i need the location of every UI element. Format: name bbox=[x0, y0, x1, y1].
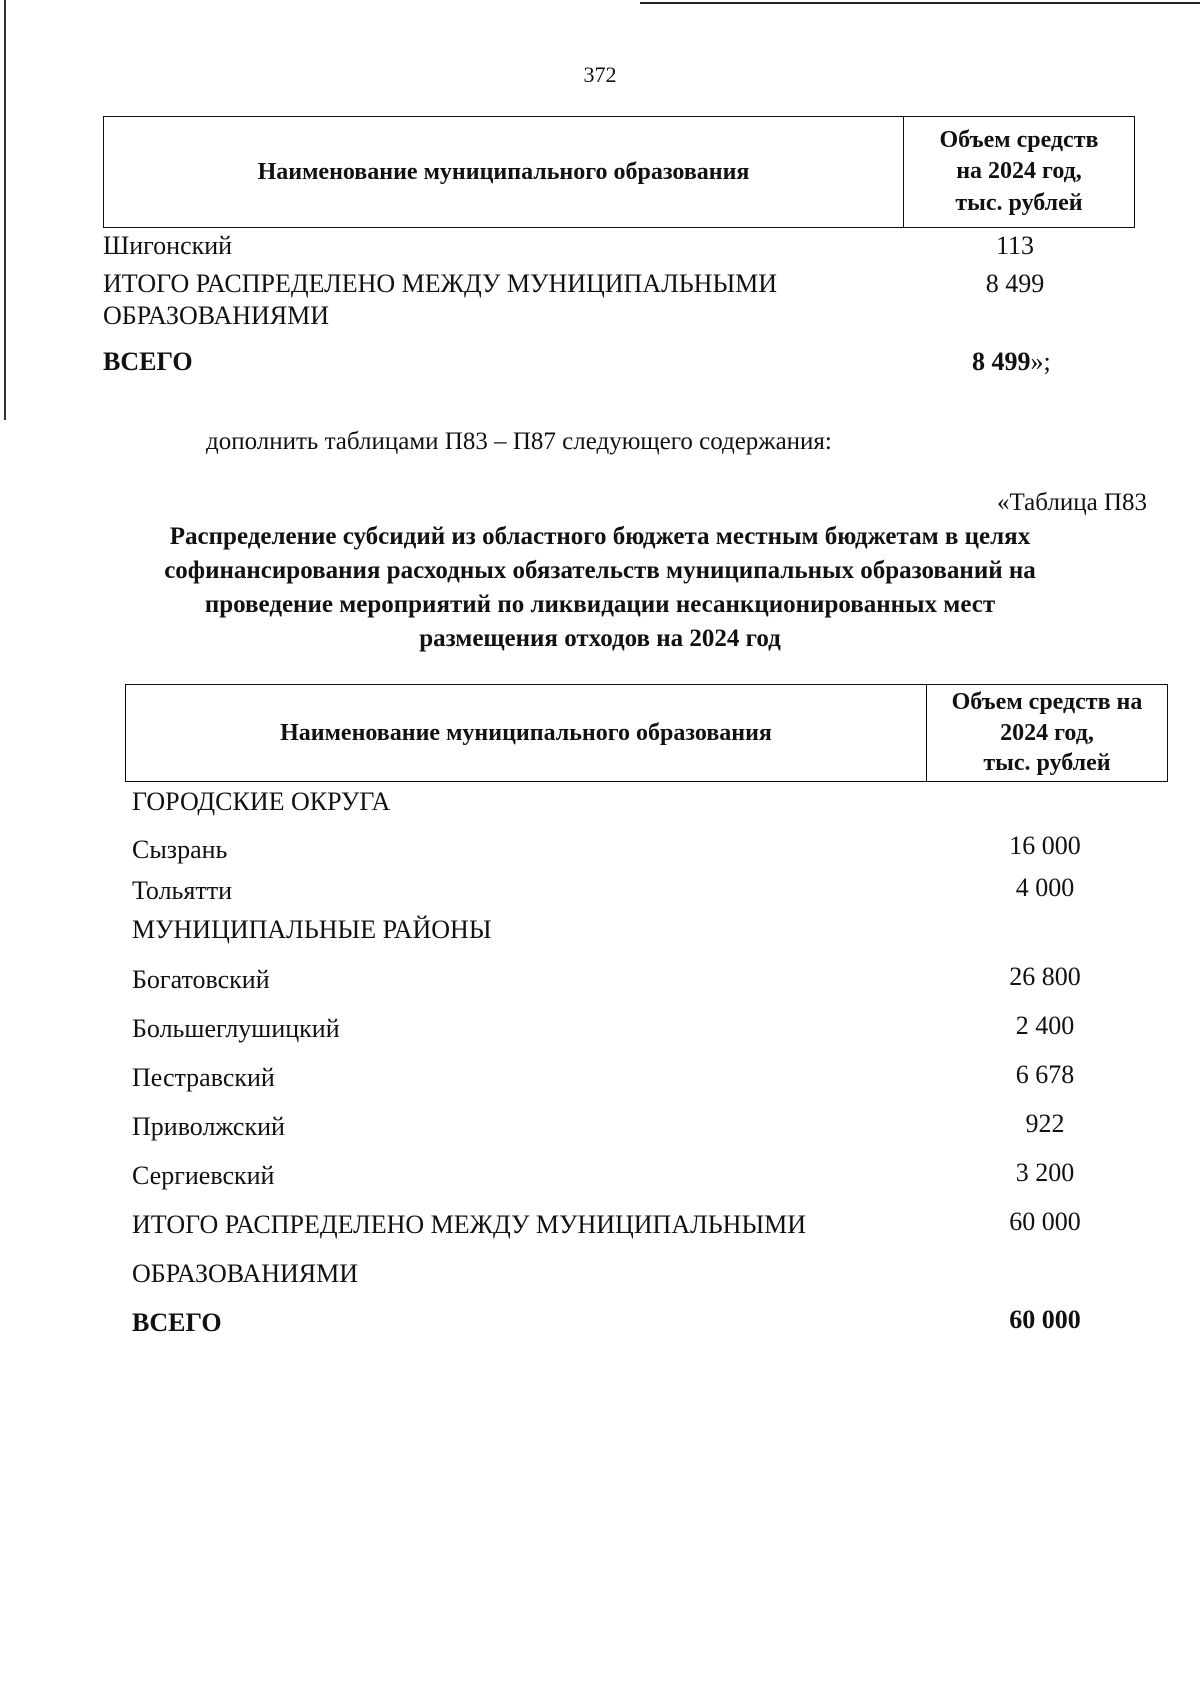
table1-row-value: 113 bbox=[995, 231, 1035, 260]
table-row-value: 922 bbox=[1025, 1109, 1065, 1138]
table-title: Распределение субсидий из областного бюджета местным бюджетам в целях софинансирования расходных обязательств муниципальных образований на проведение мероприятий по ликвидации несанкционированных мест размещения отходов на 2024 год bbox=[164, 523, 1036, 652]
amendment-paragraph: дополнить таблицами П83 – П87 следующего содержания: bbox=[206, 428, 832, 455]
table-row-name: Тольятти bbox=[132, 876, 233, 905]
table2-total-value: 60 000 bbox=[1009, 1305, 1081, 1334]
table2-header-name: Наименование муниципального образования bbox=[280, 719, 772, 746]
table1-header-name: Наименование муниципального образования bbox=[257, 158, 750, 185]
table-row-name: Сергиевский bbox=[132, 1161, 275, 1190]
table-row-value: 2 400 bbox=[1015, 1011, 1075, 1040]
top-border-line bbox=[640, 2, 1200, 4]
table-label: «Таблица П83 bbox=[997, 489, 1147, 516]
table-row-name: Сызрань bbox=[132, 835, 228, 864]
table1-header-amount: Объем средств на 2024 год, тыс. рублей bbox=[903, 117, 1134, 227]
table1-total-value: 8 499»; bbox=[972, 347, 1051, 376]
table2-header-amount: Объем средств на 2024 год, тыс. рублей bbox=[926, 685, 1167, 781]
table2-header bbox=[125, 684, 1168, 782]
table1-row-name: Шигонский bbox=[103, 231, 233, 260]
table-row-value: 4 000 bbox=[1015, 873, 1075, 902]
table-row-value: 16 000 bbox=[1009, 831, 1081, 860]
table-row-name: Приволжский bbox=[132, 1112, 285, 1141]
section-heading: ГОРОДСКИЕ ОКРУГА bbox=[132, 787, 391, 816]
page-number: 372 bbox=[583, 62, 617, 87]
table-row-value: 3 200 bbox=[1015, 1158, 1075, 1187]
table2-itogo-label-line2: ОБРАЗОВАНИЯМИ bbox=[132, 1259, 359, 1288]
table2-itogo-label-line1: ИТОГО РАСПРЕДЕЛЕНО МЕЖДУ МУНИЦИПАЛЬНЫМИ bbox=[132, 1210, 807, 1239]
table1-itogo-value: 8 499 bbox=[985, 269, 1045, 298]
table1-total-label: ВСЕГО bbox=[103, 347, 193, 376]
table2-itogo-value: 60 000 bbox=[1009, 1207, 1081, 1236]
table1-itogo-label: ИТОГО РАСПРЕДЕЛЕНО МЕЖДУ МУНИЦИПАЛЬНЫМИ ОБРАЗОВАНИЯМИ bbox=[103, 269, 778, 330]
table2-total-label: ВСЕГО bbox=[132, 1308, 222, 1337]
table-row-name: Большеглушицкий bbox=[132, 1014, 340, 1043]
table-row-value: 6 678 bbox=[1015, 1060, 1075, 1089]
table-row-value: 26 800 bbox=[1009, 962, 1081, 991]
section-heading: МУНИЦИПАЛЬНЫЕ РАЙОНЫ bbox=[132, 915, 492, 944]
table-row-name: Богатовский bbox=[132, 965, 270, 994]
table1-header bbox=[103, 116, 1135, 228]
table-row-name: Пестравский bbox=[132, 1063, 275, 1092]
